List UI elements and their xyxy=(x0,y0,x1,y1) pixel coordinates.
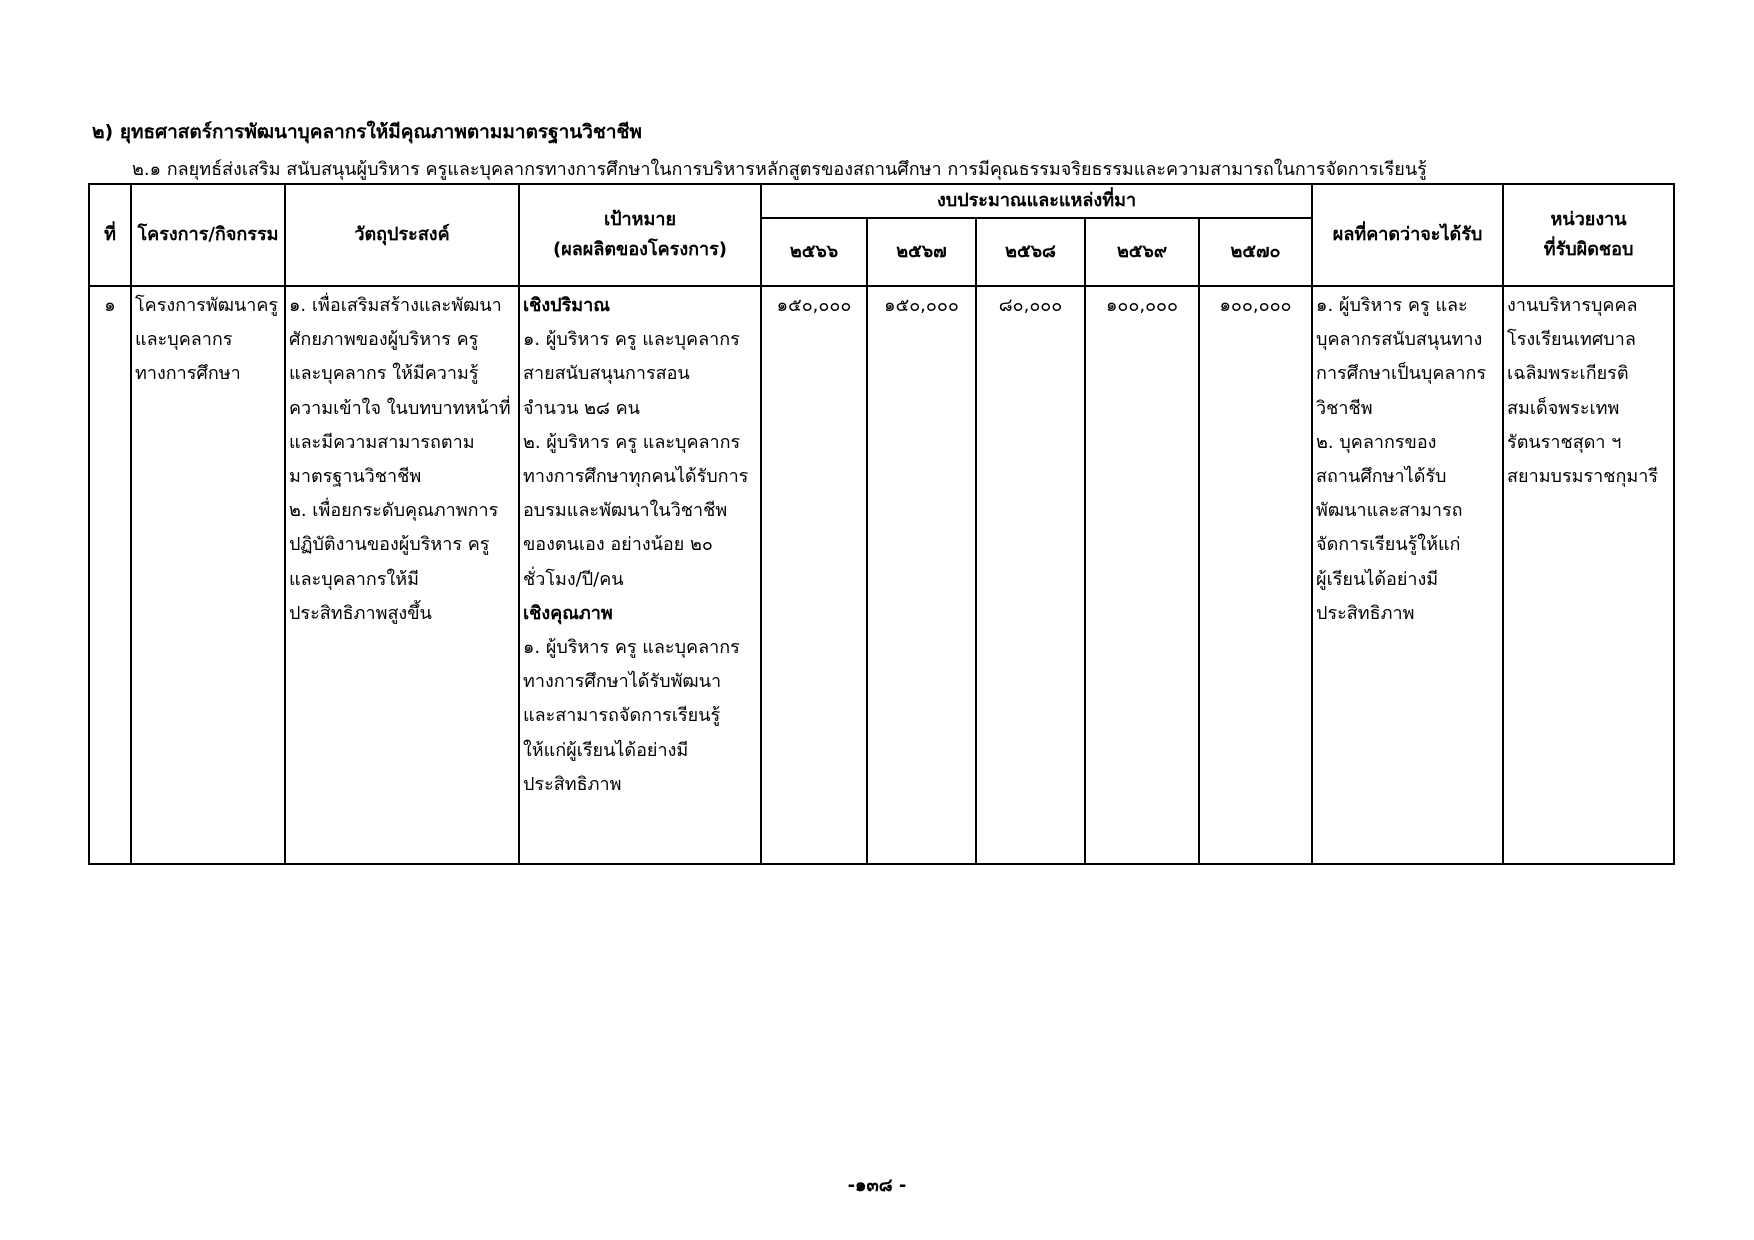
header-year: ๒๕๖๗ xyxy=(867,218,976,286)
target-line: ๒. ผู้บริหาร ครู และบุคลากร xyxy=(523,431,741,453)
target-line: สายสนับสนุนการสอน xyxy=(523,363,690,385)
target-line: ให้แก่ผู้เรียนได้อย่างมี xyxy=(523,739,689,761)
responsible-line: โรงเรียนเทศบาล xyxy=(1507,329,1636,351)
target-line: จำนวน ๒๘ คน xyxy=(523,397,640,419)
target-line: ทางการศึกษาทุกคนได้รับการ xyxy=(523,466,749,488)
target-quality-heading: เชิงคุณภาพ xyxy=(523,602,613,624)
target-line: ประสิทธิภาพ xyxy=(523,773,622,795)
responsible-line: สยามบรมราชกุมารี xyxy=(1507,466,1659,488)
header-objective: วัตถุประสงค์ xyxy=(285,184,519,286)
target-line: อบรมและพัฒนาในวิชาชีพ xyxy=(523,500,728,522)
expected-line: ๑. ผู้บริหาร ครู และ xyxy=(1316,295,1468,316)
target-quantity-heading: เชิงปริมาณ xyxy=(523,295,610,316)
header-project: โครงการ/กิจกรรม xyxy=(131,184,285,286)
expected-line: ๒. บุคลากรของ xyxy=(1316,431,1437,453)
section-heading: ๒) ยุทธศาสตร์การพัฒนาบุคลากรให้มีคุณภาพตามมาตรฐานวิชาชีพ xyxy=(92,121,642,143)
target-line: และสามารถจัดการเรียนรู้ xyxy=(523,705,721,727)
project-line: โครงการพัฒนาครู xyxy=(135,295,279,316)
header-responsible-line2: ที่รับผิดชอบ xyxy=(1543,239,1634,260)
objective-line: ความเข้าใจ ในบทบาทหน้าที่ xyxy=(289,397,511,419)
responsible-line: งานบริหารบุคคล xyxy=(1507,295,1638,316)
cell-budget: ๑๐๐,๐๐๐ xyxy=(1085,286,1199,864)
target-line: ๑. ผู้บริหาร ครู และบุคลากร xyxy=(523,637,740,659)
objective-line: ๑. เพื่อเสริมสร้างและพัฒนา xyxy=(289,295,502,316)
cell-budget: ๘๐,๐๐๐ xyxy=(976,286,1085,864)
header-target-line2: (ผลผลิตของโครงการ) xyxy=(552,239,728,260)
expected-line: ประสิทธิภาพ xyxy=(1316,602,1415,624)
header-expected: ผลที่คาดว่าจะได้รับ xyxy=(1312,184,1503,286)
objective-line: มาตรฐานวิชาชีพ xyxy=(289,466,422,488)
cell-responsible xyxy=(1503,286,1674,864)
cell-expected xyxy=(1312,286,1503,864)
header-responsible-line1: หน่วยงาน xyxy=(1550,209,1627,230)
header-responsible xyxy=(1503,184,1674,286)
objective-line: และบุคลากรให้มี xyxy=(289,568,419,590)
header-no: ที่ xyxy=(89,184,131,286)
target-line: ของตนเอง อย่างน้อย ๒๐ xyxy=(523,534,713,556)
objective-line: และบุคลากร ให้มีความรู้ xyxy=(289,363,479,385)
expected-line: สถานศึกษาได้รับ xyxy=(1316,466,1447,488)
cell-budget: ๑๕๐,๐๐๐ xyxy=(761,286,867,864)
page-number: -๑๓๘ - xyxy=(847,1175,907,1196)
header-budget-group: งบประมาณและแหล่งที่มา xyxy=(761,184,1312,218)
cell-budget: ๑๕๐,๐๐๐ xyxy=(867,286,976,864)
header-target-line1: เป้าหมาย xyxy=(603,209,677,230)
header-year: ๒๕๖๘ xyxy=(976,218,1085,286)
expected-line: บุคลากรสนับสนุนทาง xyxy=(1316,329,1483,351)
expected-line: การศึกษาเป็นบุคลากร xyxy=(1316,363,1487,385)
project-line: และบุคลากร xyxy=(135,329,233,351)
responsible-line: รัตนราชสุดา ฯ xyxy=(1507,431,1622,453)
header-year: ๒๕๖๖ xyxy=(761,218,867,286)
table-row xyxy=(89,286,1674,864)
target-line: ๑. ผู้บริหาร ครู และบุคลากร xyxy=(523,329,740,351)
target-line: ชั่วโมง/ปี/คน xyxy=(523,568,624,590)
cell-budget: ๑๐๐,๐๐๐ xyxy=(1199,286,1312,864)
objective-line: ศักยภาพของผู้บริหาร ครู xyxy=(289,329,479,351)
expected-line: ผู้เรียนได้อย่างมี xyxy=(1316,568,1439,590)
expected-line: พัฒนาและสามารถ xyxy=(1316,500,1463,522)
cell-target xyxy=(519,286,761,864)
target-line: ทางการศึกษาได้รับพัฒนา xyxy=(523,671,722,693)
objective-line: ๒. เพื่อยกระดับคุณภาพการ xyxy=(289,500,499,522)
responsible-line: เฉลิมพระเกียรติ xyxy=(1507,363,1629,385)
objective-line: ประสิทธิภาพสูงขึ้น xyxy=(289,602,432,624)
responsible-line: สมเด็จพระเทพ xyxy=(1507,397,1620,419)
header-target xyxy=(519,184,761,286)
cell-no: ๑ xyxy=(89,286,131,864)
project-plan-table xyxy=(88,183,1675,865)
objective-line: ปฏิบัติงานของผู้บริหาร ครู xyxy=(289,534,490,556)
project-line: ทางการศึกษา xyxy=(135,363,241,385)
cell-objective xyxy=(285,286,519,864)
expected-line: วิชาชีพ xyxy=(1316,397,1373,419)
strategy-subheading: ๒.๑ กลยุทธ์ส่งเสริม สนับสนุนผู้บริหาร ครูและบุคลากรทางการศึกษาในการบริหารหลักสูตรของสถานศึกษา การมีคุณธรรมจริยธรรมและความสามารถในการจัดการเรียนรู้ xyxy=(132,159,1427,180)
header-year: ๒๕๖๙ xyxy=(1085,218,1199,286)
objective-line: และมีความสามารถตาม xyxy=(289,431,475,453)
expected-line: จัดการเรียนรู้ให้แก่ xyxy=(1316,534,1461,556)
header-year: ๒๕๗๐ xyxy=(1199,218,1312,286)
header-row-1 xyxy=(89,184,1674,218)
cell-project xyxy=(131,286,285,864)
